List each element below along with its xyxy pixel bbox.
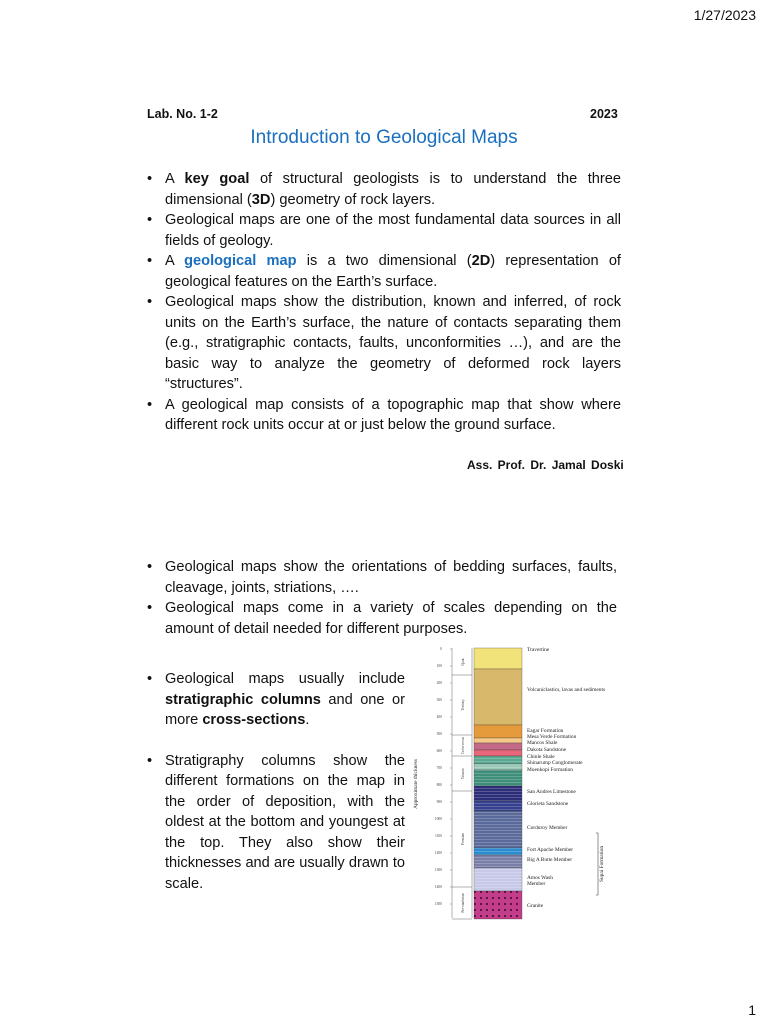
bullet-scales: • Geological maps come in a variety of scales depending on the amount of detail needed for different purposes. <box>147 598 617 639</box>
unit-label: Mesa Verde Formation <box>527 734 577 740</box>
bullet-deposition-order: • Stratigraphy columns show the different formations on the map in the order of deposition, with the oldest at the bottom and youngest at the top. They also show their thicknesses and are usually drawn to scale. <box>147 751 405 895</box>
tick-label: 1400 <box>434 885 442 890</box>
bullet-orientations: • Geological maps show the orientations of bedding surfaces, faults, cleavage, joints, striations, …. <box>147 557 617 598</box>
unit-label: Amos Wash <box>527 875 553 881</box>
tick-label: 200 <box>436 681 442 686</box>
unit-layer <box>474 743 522 750</box>
tick-label: 1500 <box>434 902 442 907</box>
tick-label: 700 <box>436 766 442 771</box>
tick-label: 900 <box>436 800 442 805</box>
unit-label: Chinle Shale <box>527 754 555 760</box>
tick-label: 1200 <box>434 851 442 856</box>
stratigraphic-column <box>412 643 637 925</box>
bullet-key-goal: • A key goal of structural geologists is to understand the three dimensional (3D) geometry of rock layers. <box>147 169 621 210</box>
unit-label: Moenkopi Formation <box>527 767 573 773</box>
unit-label-cont: Member <box>527 881 546 887</box>
bullet-definition: • A geological map is a two dimensional (2D) representation of geological features on the Earth’s surface. <box>147 251 621 292</box>
unit-label: Big A Butte Member <box>527 857 573 863</box>
tick-label: 400 <box>436 715 442 720</box>
key-goal-term: key goal <box>184 171 250 187</box>
tick-label: 1000 <box>434 817 442 822</box>
unit-label: Travertine <box>527 647 550 653</box>
unit-label: Eagar Formation <box>527 728 564 734</box>
slide-title: Introduction to Geological Maps <box>250 127 518 148</box>
unit-label: Dakota Sandstone <box>527 747 567 753</box>
unit-label: Shinarump Conglomerate <box>527 760 583 766</box>
period-label: Quat. <box>461 657 465 666</box>
unit-layer <box>474 738 522 743</box>
page-number: 1 <box>748 1002 756 1018</box>
tick-label: 600 <box>436 749 442 754</box>
tick-label: 800 <box>436 783 442 788</box>
bullet-distribution: • Geological maps show the distribution, known and inferred, of rock units on the Earth’s surface, the nature of contacts separating them (e.g., stratigraphic contacts, faults, unconformities …), and are the basic way to analyze the geometry of deformed rock layers “structures”. <box>147 292 621 395</box>
lab-year: 2023 <box>590 107 618 121</box>
slide-date: 1/27/2023 <box>693 7 756 23</box>
map-features-list <box>147 557 617 639</box>
intro-bullet-list <box>147 169 621 436</box>
thickness-axis-label: Approximate thickness <box>413 759 419 809</box>
unit-layer <box>474 725 522 738</box>
bullet-topographic: • A geological map consists of a topographic map that show where different rock units occur at or just below the ground surface. <box>147 395 621 436</box>
tick-label: 1300 <box>434 868 442 873</box>
unit-label: Volcaniclastics, lavas and sediments <box>527 687 606 693</box>
unit-label: Mancos Shale <box>527 740 558 746</box>
strat-bullet-list <box>147 669 405 894</box>
period-label: Creta-ceous <box>461 736 465 755</box>
unit-layer <box>474 648 522 669</box>
unit-layer <box>474 669 522 725</box>
tick-label: 100 <box>436 664 442 669</box>
tick-label: 0 <box>440 647 442 652</box>
tick-label: 300 <box>436 698 442 703</box>
period-label: Tertiary <box>461 699 465 711</box>
unit-label: San Andres Limestone <box>527 789 576 795</box>
unit-label: Corduroy Member <box>527 825 568 831</box>
tick-label: 500 <box>436 732 442 737</box>
bullet-data-sources: • Geological maps are one of the most fundamental data sources in all fields of geology. <box>147 210 621 251</box>
unit-label: Granite <box>527 903 544 909</box>
unit-label: Fort Apache Member <box>527 847 574 853</box>
author-credit: Ass. Prof. Dr. Jamal Doski <box>467 458 624 472</box>
period-label: Triassic <box>461 767 465 780</box>
period-label: Permian <box>461 833 465 845</box>
period-label: Pre-cambrian <box>461 893 465 913</box>
unit-label: Glorieta Sandstone <box>527 801 569 807</box>
tick-label: 1100 <box>434 834 442 839</box>
lab-number: Lab. No. 1-2 <box>147 107 218 121</box>
stratigraphic-column-figure <box>412 643 637 925</box>
bullet-strat-columns: • Geological maps usually include stratigraphic columns and one or more cross-sections. <box>147 669 405 731</box>
supai-formation-label: Supai Formation <box>599 845 605 883</box>
unit-layer <box>474 750 522 756</box>
geological-map-term: geological map <box>184 253 297 269</box>
